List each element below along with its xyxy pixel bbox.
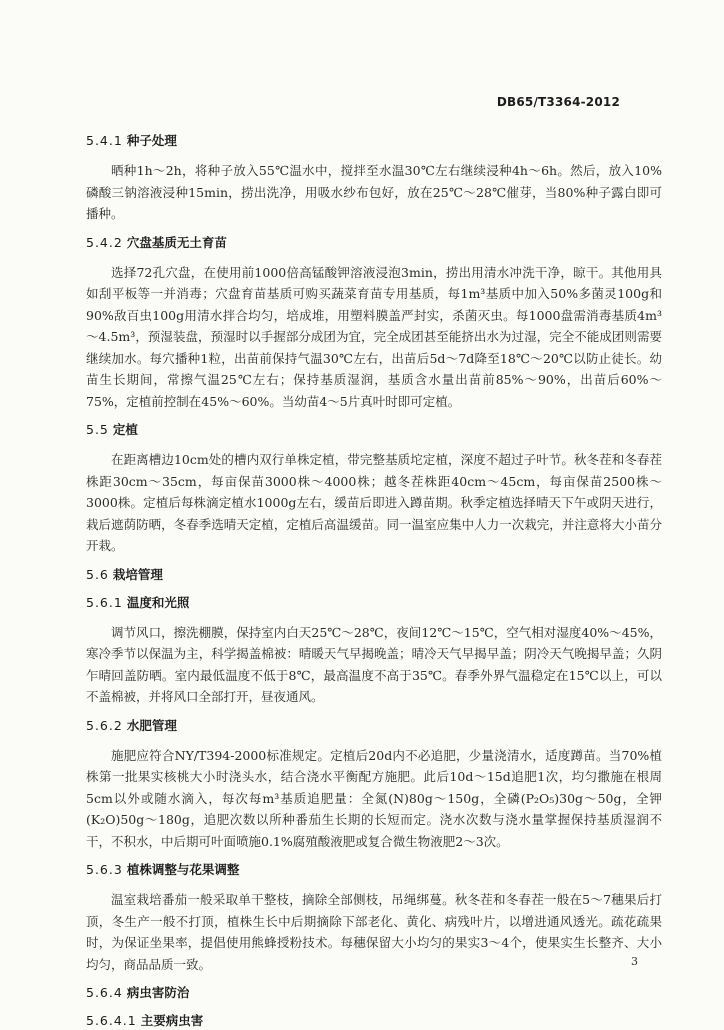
document-code: DB65/T3364-2012 [496,95,620,109]
paragraph: 温室栽培番茄一般采取单干整枝，摘除全部侧枝，吊绳绑蔓。秋冬茬和冬春茬一般在5～7穗果后打顶，冬生产一般不打顶，植株生长中后期摘除下部老化、黄化、病残叶片，以增进通风透光。疏花疏果时，为保证坐果率，提倡使用熊蜂授粉技术。每穗保留大小均匀的果实3～4个，使果实生长整齐、大小均匀，商品品质一致。 [86,892,662,972]
section-number: 5.6.1 [86,594,123,610]
section-title: 温度和光照 [126,594,190,610]
section-number: 5.6.3 [86,862,123,877]
paragraph: 晒种1h～2h，将种子放入55℃温水中，搅拌至水温30℃左右继续浸种4h～6h。然后，放入10%磷酸三钠溶液浸种15min，捞出洗净，用吸水纱布包好，放在25℃～28℃催芽，当80%种子露白即可播种。 [86,163,662,221]
paragraph: 调节风口，擦洗棚膜，保持室内白天25℃～28℃，夜间12℃～15℃，空气相对湿度40%～45%，寒冷季节以保温为主，科学揭盖棉被：晴暖天气早揭晚盖；晴冷天气早揭早盖；阴冷天气晚揭早盖；久阴乍晴回盖防晒。室内最低温度不低于8℃，最高温度不高于35℃。春季外界气温稳定在15℃以上，可以不盖棉被，并将风口全部打开，昼夜通风。 [86,624,662,704]
page-number: 3 [631,955,638,968]
section-heading [86,594,662,612]
section-heading [86,132,662,150]
section-title: 定植 [112,422,138,437]
section-number: 5.6.2 [86,717,123,733]
section-title: 穴盘基质无土育苗 [126,234,227,250]
paragraph: 在距离槽边10cm处的槽内双行单株定植，带完整基质坨定植，深度不超过子叶节。秋冬茬和冬春茬株距30cm～35cm，每亩保苗3000株～4000株；越冬茬株距40cm～45cm，每亩保苗2500株～3000株。定植后每株滴定植水1000g左右，缓苗后即进入蹲苗期。秋季定植选择晴天下午或阴天进行，栽后遮荫防晒，冬春季选晴天定植，定植后高温缓苗。同一温室应集中人力一次栽完，并注意将大小苗分开栽。 [86,452,662,553]
section-number: 5.4.1 [86,133,123,148]
section-heading [86,984,662,1002]
section-title: 栽培管理 [112,566,163,582]
section-heading [86,566,662,584]
section-heading [86,1012,662,1030]
section-number: 5.5 [86,422,109,437]
section-title: 植株调整与花果调整 [126,862,240,877]
paragraph: 施肥应符合NY/T394-2000标准规定。定植后20d内不必追肥，少量浇清水，适度蹲苗。当70%植株第一批果实核桃大小时浇头水，结合浇水平衡配方施肥。此后10d～15d追肥1次，均匀撒施在根周5cm以外或随水滴入，每次每m³基质追肥量：全氮(N)80g～150g，全磷(P₂O₅)30g～50g，全钾(K₂O)50g～180g，追肥次数以所种番茄生长期的长短而定。浇水次数与浇水量掌握保持基质湿润不干，不积水，中后期可叶面喷施0.1%腐殖酸液肥或复合微生物液肥2～3次。 [86,747,662,849]
section-title: 病虫害防治 [126,985,190,1000]
document-body [86,132,662,1030]
section-number: 5.6 [86,566,109,582]
paragraph: 选择72孔穴盘，在使用前1000倍高锰酸钾溶液浸泡3min，捞出用清水冲洗干净，晾干。其他用具如刮平板等一并消毒；穴盘育苗基质可购买蔬菜育苗专用基质，每1m³基质中加入50%多菌灵100g和90%敌百虫100g用清水拌合均匀，培成堆，用塑料膜盖严封实，杀菌灭虫。每1000盘需消毒基质4m³～4.5m³，预湿装盘，预湿时以手握部分成团为宜，完全成团甚至能挤出水为过湿，完全不能成团则需要继续加水。每穴播种1粒，出苗前保持气温30℃左右，出苗后5d～7d降至18℃～20℃以防止徒长。幼苗生长期间，常擦气温25℃左右；保持基质湿润，基质含水量出苗前85%～90%，出苗后60%～75%，定植前控制在45%～60%。当幼苗4～5片真叶时即可定植。 [86,264,662,409]
section-heading [86,421,662,439]
section-title: 主要病虫害 [140,1013,204,1028]
section-number: 5.6.4 [86,985,123,1000]
section-heading [86,717,662,735]
section-heading [86,861,662,879]
section-title: 水肥管理 [126,717,177,733]
section-number: 5.6.4.1 [86,1013,137,1028]
section-heading [86,234,662,252]
section-title: 种子处理 [126,133,177,148]
section-number: 5.4.2 [86,234,123,250]
